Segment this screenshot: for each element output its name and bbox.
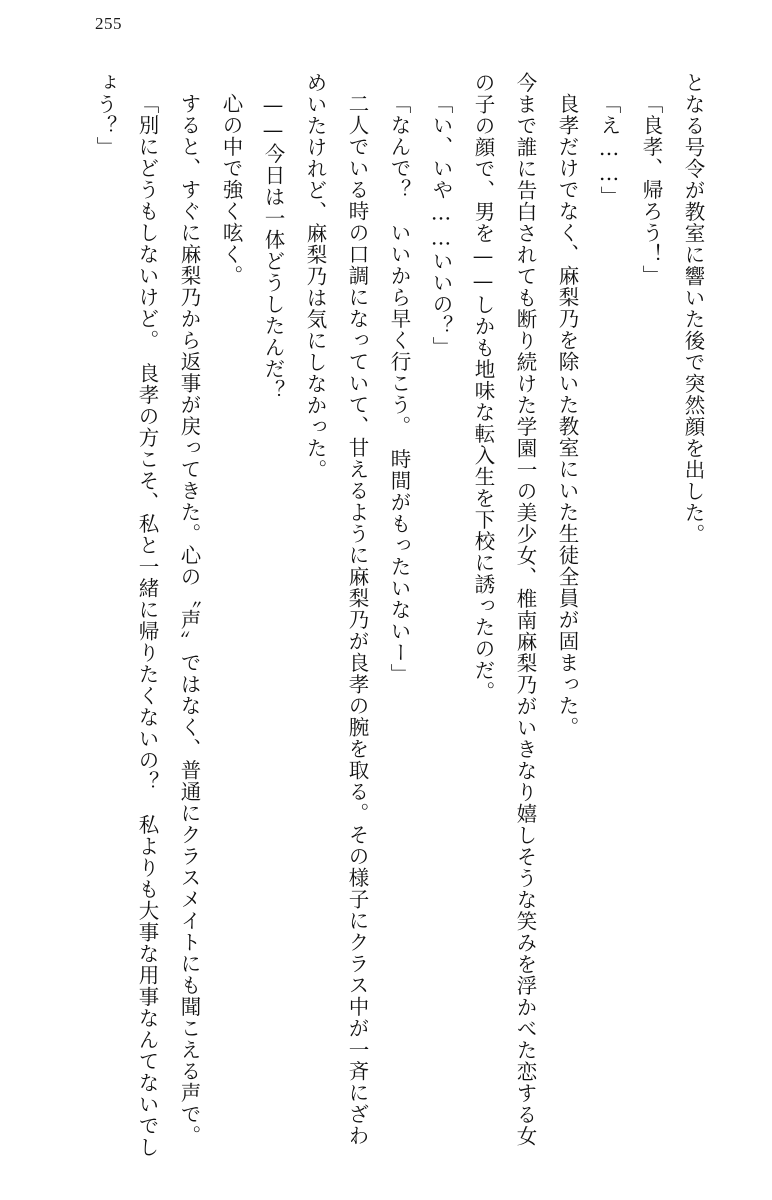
page-number: 255 (95, 14, 122, 33)
paragraph: 「良孝、帰ろう！」 (639, 93, 663, 287)
paragraph: ——今日は一体どうしたんだ？ (261, 93, 285, 401)
paragraph: すると、すぐに麻梨乃から返事が戻ってきた。心の〝声〟ではなく、普通にクラスメイトにも聞こえる声で。 (177, 93, 201, 1147)
paragraph: 「い、いや……いいの？」 (429, 93, 453, 358)
paragraph: 「え……」 (597, 93, 621, 208)
paragraph: 良孝だけでなく、麻梨乃を除いた教室にいた生徒全員が固まった。 (555, 93, 579, 738)
body-text-column (84, 72, 714, 1162)
paragraph: 今まで誰に告白されても断り続けた学園一の美少女、椎南麻梨乃がいきなり嬉しそうな笑みを浮かべた恋する女の子の顔で、男を——しかも地味な転入生を下校に誘ったのだ。 (471, 72, 537, 1147)
paragraph: となる号令が教室に響いた後で突然顔を出した。 (681, 72, 705, 545)
paragraph: 心の中で強く呟く。 (219, 93, 243, 287)
paragraph: 「別にどうもしないけど。 良孝の方こそ、私と一緒に帰りたくないの？ 私よりも大事な用事なんてないでしょう？」 (93, 72, 159, 1158)
paragraph: 二人でいる時の口調になっていて、甘えるように麻梨乃が良孝の腕を取る。その様子にクラス中が一斉にざわめいたけれど、麻梨乃は気にしなかった。 (303, 72, 369, 1147)
paragraph: 「なんで？ いいから早く行こう。 時間がもったいないー」 (387, 93, 411, 685)
